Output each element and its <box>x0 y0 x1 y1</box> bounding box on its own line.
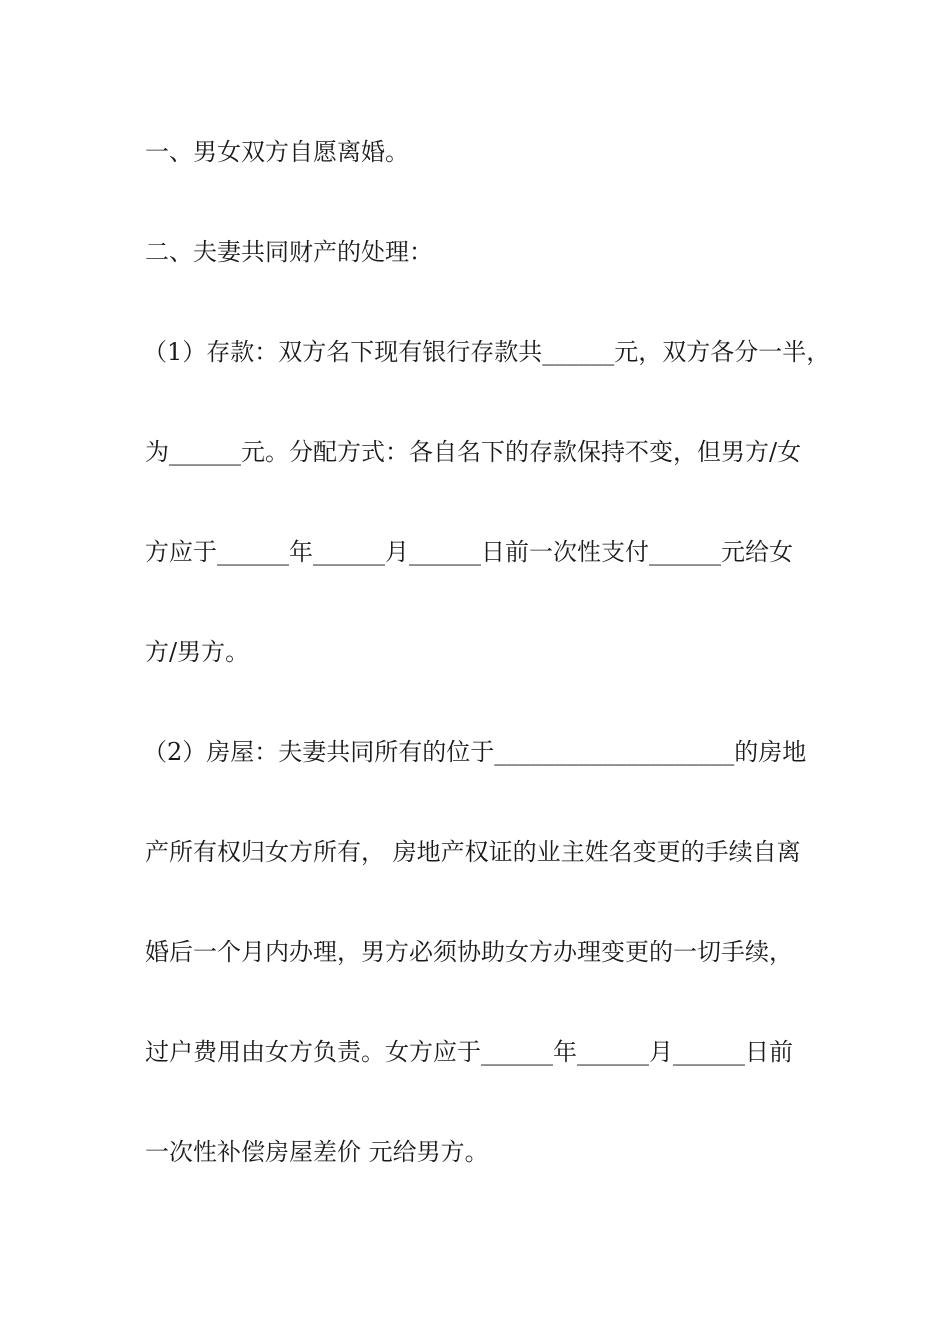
deposit-paragraph-line-4: 方/男方。 <box>145 638 250 666</box>
house-paragraph-line-2: 产所有权归女方所有， 房地产权证的业主姓名变更的手续自离 <box>145 838 801 866</box>
house-paragraph-line-1: （2）房屋：夫妻共同所有的位于____________________的房地 <box>143 738 807 766</box>
house-paragraph-line-3: 婚后一个月内办理，男方必须协助女方办理变更的一切手续， <box>145 938 793 966</box>
house-paragraph-line-4: 过户费用由女方负责。女方应于______年______月______日前 <box>145 1038 793 1066</box>
deposit-paragraph-line-3: 方应于______年______月______日前一次性支付______元给女 <box>145 538 793 566</box>
clause-2-heading: 二、夫妻共同财产的处理： <box>145 238 433 266</box>
house-paragraph-line-5: 一次性补偿房屋差价 元给男方。 <box>145 1138 489 1166</box>
deposit-paragraph-line-1: （1）存款：双方名下现有银行存款共______元，双方各分一半， <box>143 338 831 366</box>
deposit-paragraph-line-2: 为______元。分配方式：各自名下的存款保持不变，但男方/女 <box>145 438 802 466</box>
clause-1-text: 一、男女双方自愿离婚。 <box>145 138 409 166</box>
